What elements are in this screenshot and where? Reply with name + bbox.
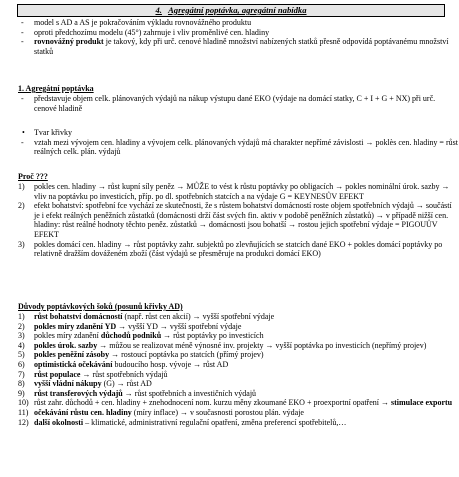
shock-item: 4) pokles úrok. sazby → můžou se realizovat méně výnosné inv. projekty → vyšší poptávka po investicích (nepřímý projev) bbox=[18, 340, 427, 350]
why-list-block bbox=[0, 182, 459, 259]
shock-item: 1) růst bohatství domácností (např. růst cen akcií) → vyšší spotřební výdaje bbox=[18, 312, 275, 321]
section1-block bbox=[0, 94, 459, 113]
shock-item: 11) očekávání růstu cen. hladiny (míry inflace) → v současnosti porostou plán. výdaje bbox=[18, 407, 304, 417]
chapter-title bbox=[17, 4, 445, 17]
intro-line-1: - model s AD a AS je pokračováním výkladu rovnovážného produktu bbox=[0, 18, 459, 28]
shock-item: 2) pokles míry zdanění YD → vyšší YD → vyšší spotřební výdaje bbox=[18, 321, 242, 331]
section-heading-aggregate-demand: 1. Agregátní poptávka bbox=[18, 84, 94, 93]
shock-item: 5) pokles peněžní zásoby → rostoucí poptávka po statcích (přímý projev) bbox=[18, 350, 264, 360]
shock-item: 7) růst populace → růst spotřebních výdajů bbox=[18, 369, 168, 379]
shock-item: 3) pokles míry zdanění důchodů podniků → růst poptávky po investicích bbox=[18, 331, 264, 341]
ad-definition: - představuje objem celk. plánovaných výdajů na nákup výstupu dané EKO (výdaje na domácí statky, C + I + G + NX) při urč. cenové hladině bbox=[0, 94, 459, 113]
shock-item: 6) optimistická očekávání budoucího hosp. vývoje → růst AD bbox=[18, 359, 229, 369]
intro-block bbox=[0, 18, 459, 56]
shocks-list-block bbox=[0, 312, 459, 427]
shocks-list bbox=[0, 312, 459, 427]
intro-line-2: - oproti předchozímu modelu (45°) zahrnuje i vliv proměnlivé cen. hladiny bbox=[0, 28, 459, 38]
chapter-number: 4. bbox=[155, 5, 162, 15]
curve-shape-bullet: • Tvar křivky bbox=[0, 128, 459, 138]
curve-shape-block bbox=[0, 128, 459, 157]
shock-item: 10) růst zahr. důchodů + cen. hladiny + znehodnocení nom. kurzu měny zkoumané EKO + proexportní opatření → stimulace exportu bbox=[18, 398, 453, 408]
shock-item: 12) další okolnosti – klimatické, administrativní regulační opatření, změna preferencí spotřebitelů,… bbox=[18, 417, 347, 427]
curve-shape-text: - vztah mezi vývojem cen. hladiny a vývojem celk. plánovaných výdajů má charakter nepřímé závislosti → poklès cen. hladiny = růst reálných celk. plán. výdajů bbox=[0, 138, 459, 157]
section-heading-demand-shocks: Důvody poptávkových šoků (posunů křivky AD) bbox=[18, 302, 183, 311]
why-item-2: 2) efekt bohatství: spotřební fce vychází ze skutečnosti, že s růstem bohatství domácností roste objem spotřebních výdajů → součástí je i efekt reálných peněžních zůstatků (domácnosti drží část svých fin. aktiv v podobě peněžních zůstatků) → v případě nižší cen. hladiny: růst reálné hodnoty těchto peněz. zůstatků → domácnosti jsou bohatší → rostou jejich spotřební výdaje = PIGOUŮV EFEKT bbox=[18, 201, 452, 239]
intro-line-3: - rovnovážný produkt je takový, kdy při urč. cenové hladině množství nabízených statků přesně odpovídá poptávanému množství statků bbox=[0, 37, 459, 56]
why-item-1: 1) pokles cen. hladiny → růst kupní síly peněz → MŮŽE to vést k růstu poptávky po obligacích → pokles nominální úrok. sazby → vliv na poptávku po investicích, příp. po dl. spotřebních statcích a na výdaje G = KEYNESŮV EFEKT bbox=[18, 182, 450, 201]
shock-item: 9) růst transferových výdajů → růst spotřebních a investičních výdajů bbox=[18, 388, 257, 398]
section-heading-why: Proč ??? bbox=[18, 172, 48, 181]
why-item-3: 3) pokles domácí cen. hladiny → růst poptávky zahr. subjektů po zlevňujících se statcích dané EKO + pokles domácí poptávky po relativně dražším dováženém zboží (část výdajů se přesměruje na produkci domácí EKO) bbox=[18, 239, 443, 259]
chapter-title-text: Agregátní poptávka, agregátní nabídka bbox=[168, 5, 307, 15]
shock-item: 8) vyšší vládní nákupy (G) → růst AD bbox=[18, 379, 152, 389]
